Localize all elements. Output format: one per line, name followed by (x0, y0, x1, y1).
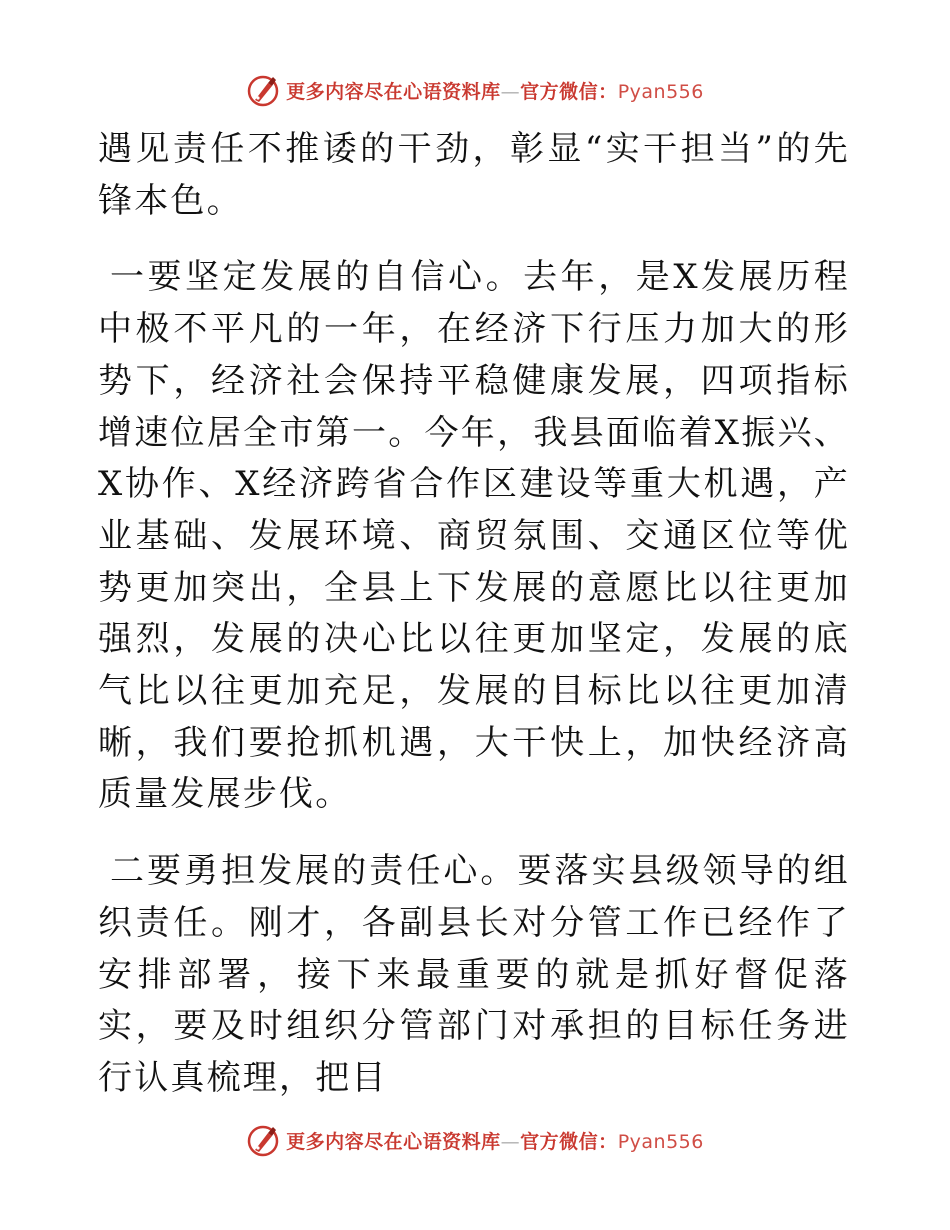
watermark-footer (0, 1122, 950, 1158)
watermark-separator: — (500, 1130, 521, 1153)
paragraph-confidence: 一要坚定发展的自信心。去年，是X发展历程中极不平凡的一年，在经济下行压力加大的形势下，经济社会保持平稳健康发展，四项指标增速位居全市第一。今年，我县面临着X振兴、X协作、X经济跨省合作区建设等重大机遇，产业基础、发展环境、商贸氛围、交通区位等优势更加突出，全县上下发展的意愿比以往更加强烈，发展的决心比以往更加坚定，发展的底气比以往更加充足，发展的目标比以往更加清晰，我们要抢抓机遇，大干快上，加快经济高质量发展步伐。 (98, 257, 850, 815)
watermark-official: 官方微信： (520, 1130, 618, 1153)
watermark-main: 更多内容尽在心语资料库 (286, 1130, 501, 1153)
watermark-official: 官方微信： (520, 80, 618, 103)
pen-logo-icon (246, 1123, 280, 1157)
watermark-main: 更多内容尽在心语资料库 (286, 80, 501, 103)
paragraph-responsibility: 二要勇担发展的责任心。要落实县级领导的组织责任。刚才，各副县长对分管工作已经作了安排部署，接下来最重要的就是抓好督促落实，要及时组织分管部门对承担的目标任务进行认真梳理，把目 (98, 851, 850, 1098)
watermark-separator: — (500, 80, 521, 103)
watermark-header (0, 72, 950, 108)
document-body (98, 124, 850, 1105)
watermark-text (286, 1127, 704, 1154)
watermark-wechat-id: Pyan556 (617, 80, 704, 103)
paragraph-continuation: 遇见责任不推诿的干劲，彰显“实干担当”的先锋本色。 (98, 129, 850, 221)
watermark-text (286, 77, 704, 104)
watermark-wechat-id: Pyan556 (617, 1130, 704, 1153)
pen-logo-icon (246, 73, 280, 107)
